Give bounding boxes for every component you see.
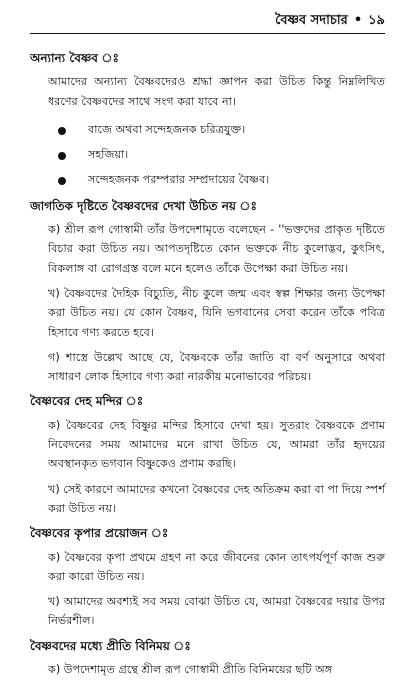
page-body — [30, 45, 385, 685]
header-rule — [30, 33, 385, 34]
header-separator: • — [353, 13, 363, 28]
bullet-item: সহজিয়া। — [58, 142, 385, 167]
bullet-list — [58, 117, 385, 193]
bullet-item: বাজে অথবা সন্দেহজনক চরিত্রযুক্ত। — [58, 117, 385, 142]
section-heading: অন্যান্য বৈষ্ণব ঃ — [30, 51, 119, 65]
paragraph: গ) শাস্ত্রে উল্লেখ আছে যে, বৈষ্ণবকে তাঁর জাতি বা বর্ণ অনুসারে অথবা সাধারণ লোক হিসাবে গণ্য করা নারকীয় মনোভাবের পরিচয়। — [48, 350, 385, 384]
paragraph: ক) উপদেশামৃত গ্রন্থে শ্রীল রূপ গোস্বামী প্রীতি বিনিময়ের ছটি অঙ্গ — [48, 663, 333, 677]
paragraph: ক) বৈষ্ণবের কৃপা প্রথমে গ্রহণ না করে জীবনের কোন তাৎপর্যপূর্ণ কাজ শুরু করা কারো উচিত নয়। — [48, 550, 385, 583]
paragraph: ক) শ্রীল রূপ গোস্বামী তাঁর উপদেশামৃতে বলেছেন - ''ভক্তদের প্রাকৃত দৃষ্টিতে বিচার করা উচিত নয়। আপতদৃষ্টিতে কোন ভক্তকে নীচ কুলোদ্ভব, কুৎসিৎ, বিকলাঙ্গ বা রোগগ্রস্ত বলে মনে হলেও তাঁকে উপেক্ষা করা উচিত নয়। — [48, 223, 385, 275]
section-heading: বৈষ্ণবদের মধ্যে প্রীতি বিনিময় ঃ — [30, 638, 191, 653]
paragraph: ক) বৈষ্ণবের দেহ বিষ্ণুর মন্দির হিসাবে দেখা হয়। সুতরাং বৈষ্ণবকে প্রণাম নিবেদনের সময় আমাদের মনে রাখা উচিত যে, আমরা তাঁর হৃদয়ের অবস্থানকৃত ভগবান বিষ্ণুকেও প্রণাম করছি। — [48, 418, 385, 471]
page-number: ১৯ — [368, 13, 385, 28]
bullet-item: সন্দেহজনক পরম্পরার সম্প্রদায়ের বৈষ্ণব। — [58, 167, 385, 192]
section-heading: বৈষ্ণবের কৃপার প্রয়োজন ঃ — [30, 526, 169, 541]
section-heading: বৈষ্ণবের দেহ মন্দির ঃ — [30, 394, 144, 409]
paragraph: আমাদের অন্যান্য বৈষ্ণবদেরও শ্রদ্ধা জ্ঞাপন করা উচিত কিন্তু নিম্নলিখিত ধরণের বৈষ্ণবদের সাথে সংগ করা যাবে না। — [48, 75, 385, 108]
header-title: বৈষ্ণব সদাচার — [275, 13, 348, 28]
paragraph: খ) আমাদের অবশ্যই সব সময় বোঝা উচিত যে, আমরা বৈষ্ণবের দয়ার উপর নির্ভরশীল। — [48, 595, 385, 628]
paragraph: খ) বৈষ্ণবদের দৈহিক বিচ্যুতি, নীচ কুলে জন্ম এবং স্বল্প শিক্ষার জন্য উপেক্ষা করা উচিত নয়। যে কোন বৈষ্ণব, যিনি ভগবানের সেবা করেন তাঁকে পবিত্র হিসাবে গণ্য করতে হবে। — [48, 286, 385, 339]
paragraph: খ) সেই কারণে আমাদের কখনো বৈষ্ণবের দেহ অতিক্রম করা বা পা দিয়ে স্পর্শ করা উচিত নয়। — [48, 482, 385, 515]
section-heading: জাগতিক দৃষ্টিতে বৈষ্ণবদের দেখা উচিত নয় ঃ — [30, 198, 257, 213]
running-header — [275, 11, 385, 32]
